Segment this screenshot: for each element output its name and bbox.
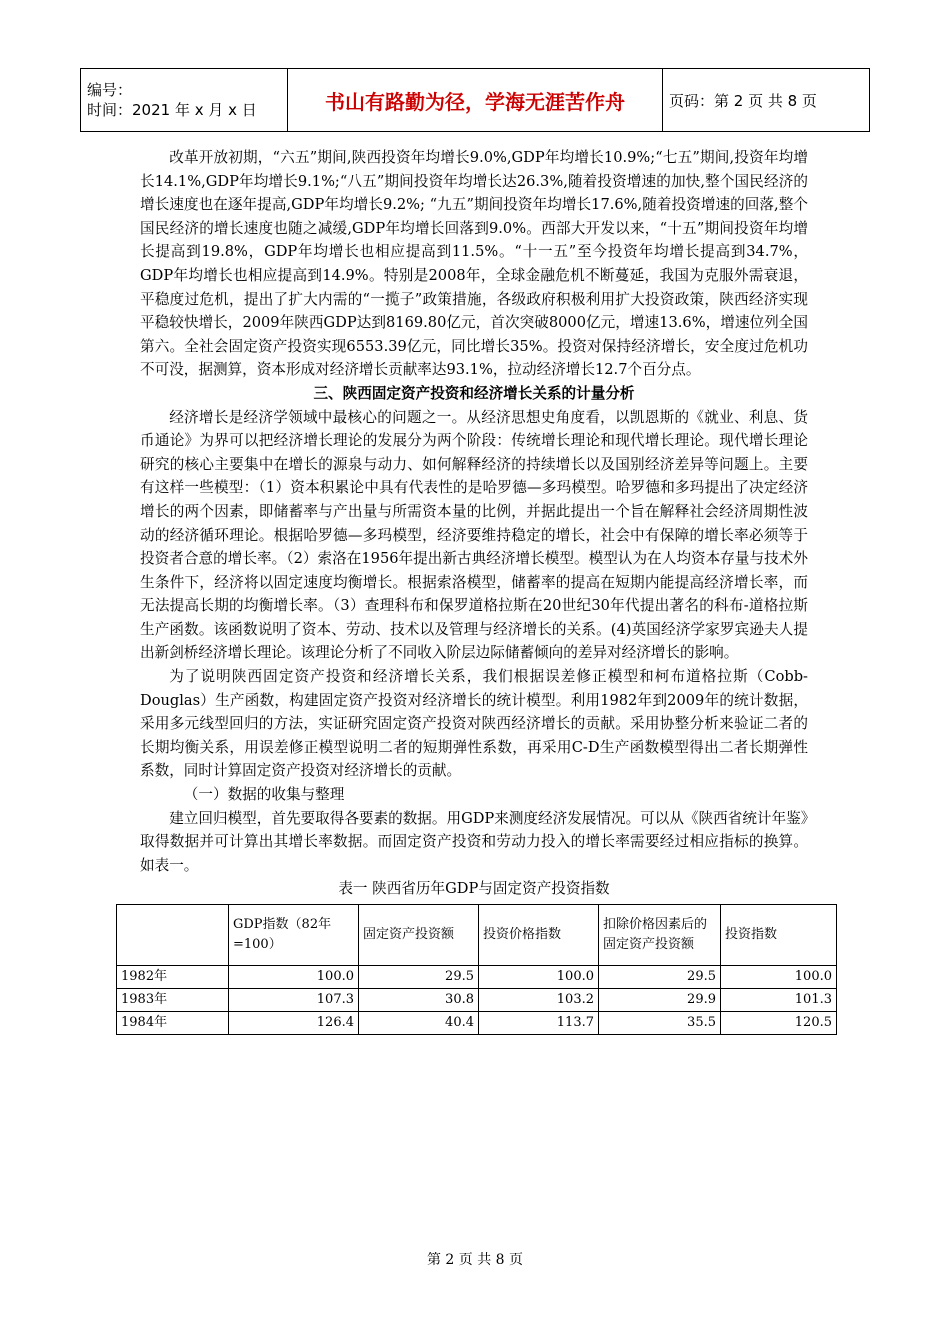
- table-header-cell: 投资价格指数: [479, 905, 599, 966]
- page-footer: 第 2 页 共 8 页: [426, 1252, 524, 1268]
- table-cell: 103.2: [479, 989, 599, 1012]
- table-cell: 120.5: [721, 1012, 837, 1035]
- table-cell: 126.4: [229, 1012, 359, 1035]
- table-header-cell: GDP指数（82年=100）: [229, 905, 359, 966]
- table-row: [117, 1012, 837, 1035]
- paragraph-model-method: 为了说明陕西固定资产投资和经济增长关系，我们根据误差修正模型和柯布道格拉斯（Cobb-Douglas）生产函数，构建固定资产投资对经济增长的统计模型。利用1982年到2009年的统计数据，采用多元线型回归的方法，实证研究固定资产投资对陕西经济增长的贡献。采用协整分析来验证二者的长期均衡关系，用误差修正模型说明二者的短期弹性系数，再采用C-D生产函数模型得出二者长期弹性系数，同时计算固定资产投资对经济增长的贡献。: [140, 668, 808, 780]
- page-header: [80, 68, 870, 132]
- table-cell: 29.5: [599, 966, 721, 989]
- table-header-cell: 扣除价格因素后的固定资产投资额: [599, 905, 721, 966]
- table-header-row: [117, 905, 837, 966]
- table-row: [117, 989, 837, 1012]
- table-cell: 40.4: [359, 1012, 479, 1035]
- table-cell: 101.3: [721, 989, 837, 1012]
- header-motto: 书山有路勤为径，学海无涯苦作舟: [288, 69, 663, 132]
- gdp-investment-table: [116, 904, 837, 1035]
- table-cell: 107.3: [229, 989, 359, 1012]
- paragraph-data-source: 建立回归模型，首先要取得各要素的数据。用GDP来测度经济发展情况。可以从《陕西省统计年鉴》取得数据并可计算出其增长率数据。而固定资产投资和劳动力投入的增长率需要经过相应指标的换算。如表一。: [140, 809, 809, 874]
- table-cell: 100.0: [229, 966, 359, 989]
- table-cell: 29.9: [599, 989, 721, 1012]
- table-cell: 35.5: [599, 1012, 721, 1035]
- header-meta: [81, 69, 288, 132]
- doc-number-label: 编号：: [87, 81, 133, 99]
- table-title: 表一 陕西省历年GDP与固定资产投资指数: [338, 880, 610, 898]
- table-cell-year: 1983年: [117, 989, 229, 1012]
- table-header-cell: 固定资产投资额: [359, 905, 479, 966]
- table-cell: 30.8: [359, 989, 479, 1012]
- table-cell: 100.0: [479, 966, 599, 989]
- table-header-cell: 投资指数: [721, 905, 837, 966]
- paragraph-investment-history: 改革开放初期，“六五”期间,陕西投资年均增长9.0%,GDP年均增长10.9%;“七五”期间,投资年均增长14.1%,GDP年均增长9.1%;“八五”期间投资年均增长达26.3%,随着投资增速的加快,整个国民经济的增长速度也在逐年提高,GDP年均增长9.2%; “九五”期间投资年均增长17.6%,随着投资增速的回落,整个国民经济的增长速度也随之减缓,GDP年均增长回落到9.0%。西部大开发以来，“十五”期间投资年均增长提高到19.8%，GDP年均增长也相应提高到11.5%。“十一五”至今投资年均增长提高到34.7%，GDP年均增长也相应提高到14.9%。特别是2008年，全球金融危机不断蔓延，我国为克服外需衰退，平稳度过危机，提出了扩大内需的“一揽子”政策措施，各级政府积极利用扩大投资政策，陕西经济实现平稳较快增长，2009年陕西GDP达到8169.80亿元，首次突破8000亿元，增速13.6%，增速位列全国第六。全社会固定资产投资实现6553.39亿元，同比增长35%。投资对保持经济增长，安全度过危机功不可没，据测算，资本形成对经济增长贡献率达93.1%，拉动经济增长12.7个百分点。: [140, 149, 808, 379]
- table-header-cell: [117, 905, 229, 966]
- table-cell: 113.7: [479, 1012, 599, 1035]
- doc-date-label: 时间：2021 年 x 月 x 日: [87, 101, 257, 119]
- table-row: [117, 966, 837, 989]
- document-body: [121, 146, 832, 1035]
- table-cell: 29.5: [359, 966, 479, 989]
- subheading-data-collection: （一）数据的收集与整理: [183, 786, 345, 804]
- table-cell-year: 1984年: [117, 1012, 229, 1035]
- table-cell: 100.0: [721, 966, 837, 989]
- header-page-info: 页码：第 2 页 共 8 页: [663, 69, 870, 132]
- table-cell-year: 1982年: [117, 966, 229, 989]
- paragraph-growth-theory: 经济增长是经济学领域中最核心的问题之一。从经济思想史角度看，以凯恩斯的《就业、利息、货币通论》为界可以把经济增长理论的发展分为两个阶段：传统增长理论和现代增长理论。现代增长理论研究的核心主要集中在增长的源泉与动力、如何解释经济的持续增长以及国别经济差异等问题上。主要有这样一些模型：（1）资本积累论中具有代表性的是哈罗德—多玛模型。哈罗德和多玛提出了决定经济增长的两个因素，即储蓄率与产出量与所需资本量的比例，并据此提出一个旨在解释社会经济周期性波动的经济循环理论。根据哈罗德—多玛模型，经济要维持稳定的增长，社会中有保障的增长率必须等于投资者合意的增长率。（2）索洛在1956年提出新古典经济增长模型。模型认为在人均资本存量与技术外生条件下，经济将以固定速度均衡增长。根据索洛模型，储蓄率的提高在短期内能提高经济增长率，而无法提高长期的均衡增长率。（3）查理科布和保罗道格拉斯在20世纪30年代提出著名的科布-道格拉斯生产函数。该函数说明了资本、劳动、技术以及管理与经济增长的关系。(4)英国经济学家罗宾逊夫人提出新剑桥经济增长理论。该理论分析了不同收入阶层边际储蓄倾向的差异对经济增长的影响。: [140, 408, 808, 662]
- section-heading-3: 三、陕西固定资产投资和经济增长关系的计量分析: [313, 384, 635, 402]
